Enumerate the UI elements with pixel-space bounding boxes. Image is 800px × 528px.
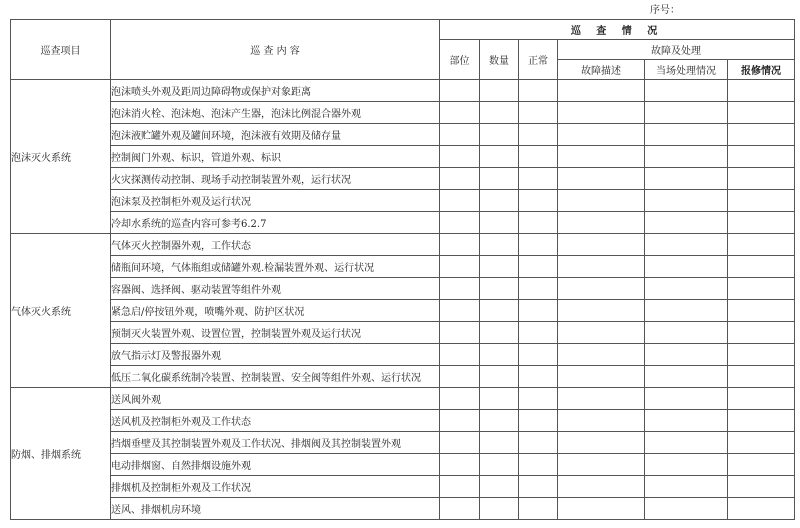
inspection-table-body	[11, 80, 795, 520]
table-row	[11, 476, 795, 498]
location-cell[interactable]	[440, 190, 480, 212]
inspection-item-cell: 气体灭火系统	[11, 234, 111, 388]
repair-status-cell[interactable]	[728, 322, 795, 344]
onsite-handling-cell[interactable]	[645, 256, 728, 278]
normal-cell[interactable]	[519, 102, 558, 124]
repair-status-cell[interactable]	[728, 256, 795, 278]
onsite-handling-cell[interactable]	[645, 278, 728, 300]
normal-cell[interactable]	[519, 212, 558, 234]
onsite-handling-cell[interactable]	[645, 322, 728, 344]
location-cell[interactable]	[440, 432, 480, 454]
header-normal: 正常	[519, 40, 558, 80]
inspection-content-cell: 控制阀门外观、标识，管道外观、标识	[111, 146, 440, 168]
location-cell[interactable]	[440, 168, 480, 190]
header-repair-status: 报修情况	[728, 60, 795, 80]
quantity-cell[interactable]	[480, 300, 519, 322]
quantity-cell[interactable]	[480, 234, 519, 256]
inspection-content-cell: 火灾探测传动控制、现场手动控制装置外观，运行状况	[111, 168, 440, 190]
header-fault-handling: 故障及处理	[558, 40, 795, 60]
inspection-content-cell: 低压二氧化碳系统制冷装置、控制装置、安全阀等组件外观、运行状况	[111, 366, 440, 388]
location-cell[interactable]	[440, 212, 480, 234]
onsite-handling-cell[interactable]	[645, 366, 728, 388]
location-cell[interactable]	[440, 476, 480, 498]
repair-status-cell[interactable]	[728, 454, 795, 476]
inspection-content-cell: 泡沫喷头外观及距周边障碍物或保护对象距离	[111, 80, 440, 102]
normal-cell[interactable]	[519, 278, 558, 300]
table-row	[11, 366, 795, 388]
normal-cell[interactable]	[519, 124, 558, 146]
quantity-cell[interactable]	[480, 476, 519, 498]
repair-status-cell[interactable]	[728, 80, 795, 102]
fault-description-cell[interactable]	[558, 388, 645, 410]
location-cell[interactable]	[440, 102, 480, 124]
location-cell[interactable]	[440, 278, 480, 300]
table-row	[11, 344, 795, 366]
location-cell[interactable]	[440, 344, 480, 366]
table-row	[11, 234, 795, 256]
location-cell[interactable]	[440, 256, 480, 278]
fault-description-cell[interactable]	[558, 234, 645, 256]
onsite-handling-cell[interactable]	[645, 432, 728, 454]
header-onsite-handling: 当场处理情况	[645, 60, 728, 80]
normal-cell[interactable]	[519, 146, 558, 168]
location-cell[interactable]	[440, 454, 480, 476]
quantity-cell[interactable]	[480, 256, 519, 278]
normal-cell[interactable]	[519, 322, 558, 344]
quantity-cell[interactable]	[480, 432, 519, 454]
inspection-content-cell: 放气指示灯及警报器外观	[111, 344, 440, 366]
quantity-cell[interactable]	[480, 190, 519, 212]
location-cell[interactable]	[440, 234, 480, 256]
onsite-handling-cell[interactable]	[645, 476, 728, 498]
fault-description-cell[interactable]	[558, 476, 645, 498]
location-cell[interactable]	[440, 410, 480, 432]
inspection-content-cell: 送风、排烟机房环境	[111, 498, 440, 520]
location-cell[interactable]	[440, 80, 480, 102]
quantity-cell[interactable]	[480, 322, 519, 344]
table-row	[11, 168, 795, 190]
header-inspection-content: 巡 查 内 容	[111, 20, 440, 80]
repair-status-cell[interactable]	[728, 300, 795, 322]
repair-status-cell[interactable]	[728, 388, 795, 410]
repair-status-cell[interactable]	[728, 366, 795, 388]
normal-cell[interactable]	[519, 168, 558, 190]
normal-cell[interactable]	[519, 256, 558, 278]
inspection-content-cell: 泡沫泵及控制柜外观及运行状况	[111, 190, 440, 212]
table-row	[11, 388, 795, 410]
fault-description-cell[interactable]	[558, 322, 645, 344]
quantity-cell[interactable]	[480, 454, 519, 476]
table-row	[11, 432, 795, 454]
onsite-handling-cell[interactable]	[645, 190, 728, 212]
repair-status-cell[interactable]	[728, 146, 795, 168]
normal-cell[interactable]	[519, 300, 558, 322]
fault-description-cell[interactable]	[558, 190, 645, 212]
fault-description-cell[interactable]	[558, 366, 645, 388]
location-cell[interactable]	[440, 322, 480, 344]
location-cell[interactable]	[440, 498, 480, 520]
normal-cell[interactable]	[519, 190, 558, 212]
inspection-content-cell: 泡沫消火栓、泡沫炮、泡沫产生器，泡沫比例混合器外观	[111, 102, 440, 124]
quantity-cell[interactable]	[480, 410, 519, 432]
table-row	[11, 278, 795, 300]
header-inspection-item: 巡查项目	[11, 20, 111, 80]
onsite-handling-cell[interactable]	[645, 146, 728, 168]
inspection-item-cell: 泡沫灭火系统	[11, 80, 111, 234]
inspection-content-cell: 容器阀、选择阀、驱动装置等组件外观	[111, 278, 440, 300]
fault-description-cell[interactable]	[558, 278, 645, 300]
inspection-content-cell: 送风机及控制柜外观及工作状态	[111, 410, 440, 432]
normal-cell[interactable]	[519, 476, 558, 498]
fault-description-cell[interactable]	[558, 410, 645, 432]
quantity-cell[interactable]	[480, 278, 519, 300]
onsite-handling-cell[interactable]	[645, 234, 728, 256]
onsite-handling-cell[interactable]	[645, 454, 728, 476]
location-cell[interactable]	[440, 146, 480, 168]
repair-status-cell[interactable]	[728, 410, 795, 432]
location-cell[interactable]	[440, 388, 480, 410]
fault-description-cell[interactable]	[558, 432, 645, 454]
normal-cell[interactable]	[519, 410, 558, 432]
inspection-item-cell: 防烟、排烟系统	[11, 388, 111, 520]
inspection-content-cell: 紧急启/停按钮外观，喷嘴外观、防护区状况	[111, 300, 440, 322]
repair-status-cell[interactable]	[728, 278, 795, 300]
repair-status-cell[interactable]	[728, 124, 795, 146]
normal-cell[interactable]	[519, 344, 558, 366]
inspection-content-cell: 冷却水系统的巡查内容可参考6.2.7	[111, 212, 440, 234]
repair-status-cell[interactable]	[728, 432, 795, 454]
table-row	[11, 146, 795, 168]
fault-description-cell[interactable]	[558, 102, 645, 124]
table-row	[11, 102, 795, 124]
inspection-content-cell: 挡烟垂壁及其控制装置外观及工作状况、排烟阀及其控制装置外观	[111, 432, 440, 454]
normal-cell[interactable]	[519, 234, 558, 256]
serial-number-label: 序号：	[650, 5, 680, 16]
location-cell[interactable]	[440, 124, 480, 146]
onsite-handling-cell[interactable]	[645, 388, 728, 410]
onsite-handling-cell[interactable]	[645, 124, 728, 146]
table-row	[11, 410, 795, 432]
fault-description-cell[interactable]	[558, 146, 645, 168]
repair-status-cell[interactable]	[728, 168, 795, 190]
table-row	[11, 498, 795, 520]
normal-cell[interactable]	[519, 432, 558, 454]
inspection-content-cell: 泡沫液贮罐外观及罐间环境，泡沫液有效期及储存量	[111, 124, 440, 146]
normal-cell[interactable]	[519, 454, 558, 476]
table-row	[11, 256, 795, 278]
fault-description-cell[interactable]	[558, 212, 645, 234]
repair-status-cell[interactable]	[728, 102, 795, 124]
table-row	[11, 454, 795, 476]
table-row	[11, 124, 795, 146]
quantity-cell[interactable]	[480, 344, 519, 366]
quantity-cell[interactable]	[480, 366, 519, 388]
normal-cell[interactable]	[519, 366, 558, 388]
fault-description-cell[interactable]	[558, 168, 645, 190]
quantity-cell[interactable]	[480, 168, 519, 190]
inspection-content-cell: 气体灭火控制器外观，工作状态	[111, 234, 440, 256]
quantity-cell[interactable]	[480, 102, 519, 124]
fault-description-cell[interactable]	[558, 80, 645, 102]
quantity-cell[interactable]	[480, 146, 519, 168]
repair-status-cell[interactable]	[728, 190, 795, 212]
table-row	[11, 300, 795, 322]
fault-description-cell[interactable]	[558, 454, 645, 476]
fault-description-cell[interactable]	[558, 498, 645, 520]
onsite-handling-cell[interactable]	[645, 102, 728, 124]
header-quantity: 数量	[480, 40, 519, 80]
onsite-handling-cell[interactable]	[645, 168, 728, 190]
table-row	[11, 322, 795, 344]
location-cell[interactable]	[440, 366, 480, 388]
onsite-handling-cell[interactable]	[645, 212, 728, 234]
onsite-handling-cell[interactable]	[645, 80, 728, 102]
fault-description-cell[interactable]	[558, 300, 645, 322]
onsite-handling-cell[interactable]	[645, 498, 728, 520]
normal-cell[interactable]	[519, 388, 558, 410]
fault-description-cell[interactable]	[558, 256, 645, 278]
header-fault-description: 故障描述	[558, 60, 645, 80]
repair-status-cell[interactable]	[728, 212, 795, 234]
repair-status-cell[interactable]	[728, 344, 795, 366]
normal-cell[interactable]	[519, 498, 558, 520]
quantity-cell[interactable]	[480, 124, 519, 146]
quantity-cell[interactable]	[480, 212, 519, 234]
table-row	[11, 80, 795, 102]
inspection-content-cell: 送风阀外观	[111, 388, 440, 410]
repair-status-cell[interactable]	[728, 476, 795, 498]
repair-status-cell[interactable]	[728, 498, 795, 520]
inspection-content-cell: 电动排烟窗、自然排烟设施外观	[111, 454, 440, 476]
onsite-handling-cell[interactable]	[645, 344, 728, 366]
header-inspection-status: 巡 查 情 况	[440, 20, 795, 40]
quantity-cell[interactable]	[480, 80, 519, 102]
repair-status-cell[interactable]	[728, 234, 795, 256]
location-cell[interactable]	[440, 300, 480, 322]
table-row	[11, 212, 795, 234]
fault-description-cell[interactable]	[558, 124, 645, 146]
header-location: 部位	[440, 40, 480, 80]
table-row	[11, 190, 795, 212]
inspection-content-cell: 预制灭火装置外观、设置位置，控制装置外观及运行状况	[111, 322, 440, 344]
fault-description-cell[interactable]	[558, 344, 645, 366]
normal-cell[interactable]	[519, 80, 558, 102]
inspection-content-cell: 排烟机及控制柜外观及工作状况	[111, 476, 440, 498]
inspection-content-cell: 储瓶间环境，气体瓶组或储罐外观.检漏装置外观、运行状况	[111, 256, 440, 278]
inspection-table	[10, 19, 795, 520]
quantity-cell[interactable]	[480, 388, 519, 410]
onsite-handling-cell[interactable]	[645, 410, 728, 432]
onsite-handling-cell[interactable]	[645, 300, 728, 322]
quantity-cell[interactable]	[480, 498, 519, 520]
